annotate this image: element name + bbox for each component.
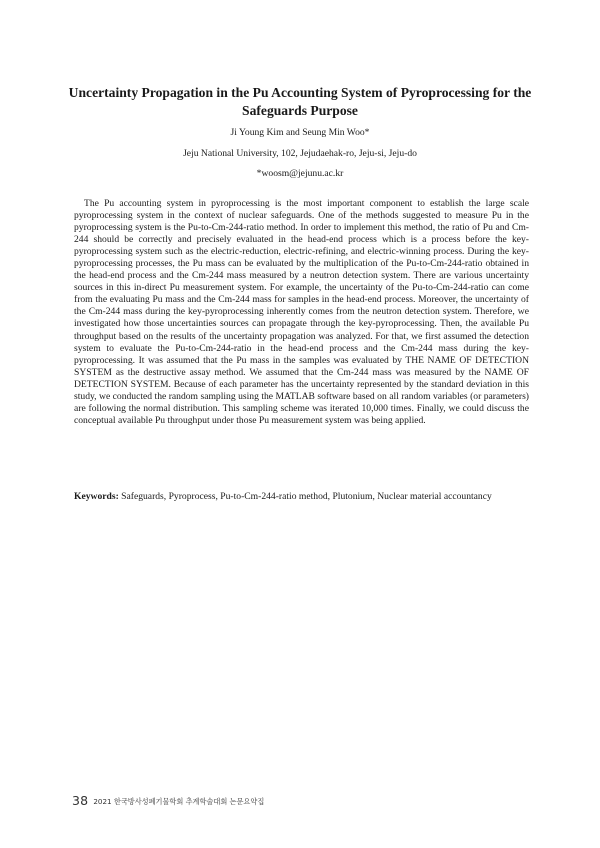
authors: Ji Young Kim and Seung Min Woo*: [230, 127, 370, 138]
abstract-body: The Pu accounting system in pyroprocessing is the most important component to establish the large scale pyroprocessing system in the context of nuclear safeguards. One of the methods suggested to measure Pu in the pyroprocessing system is the Pu-to-Cm-244-ratio method. In order to implement this method, the ratio of Pu and Cm-244 should be correctly and precisely evaluated in the head-end process which is a process before the key-pyroprocessing system such as the electric-reduction, electric-refining, and electric-winning process. During the key-pyroprocessing processes, the Pu mass can be evaluated by the multiplication of the Pu-to-Cm-244-ratio obtained in the head-end process and the Cm-244 mass measured by a neutron detection system. There are various uncertainty sources in this in-direct Pu measurement system. For example, the uncertainty of the Pu-to-Cm-244-ratio can come from the evaluating Pu mass and the Cm-244 mass for samples in the head-end process. Moreover, the uncertainty of the Cm-244 mass during the key-pyroprocessing inherently comes from the neutron detection system. Therefore, we investigated how those uncertainties sources can propagate through the key-pyroprocessing. Then, the available Pu throughput based on the results of the uncertainty propagation was analyzed. For that, we first assumed the detection system to evaluate the Pu-to-Cm-244-ratio in the head-end process and the Cm-244 mass during the key-pyroprocessing. It was assumed that the Pu mass in the samples was evaluated by THE NAME OF DETECTION SYSTEM as the destructive assay method. We assumed that the Cm-244 mass was measured by the NAME OF DETECTION SYSTEM. Because of each parameter has the uncertainty represented by the standard deviation in this study, we conducted the random sampling using the MATLAB software based on all random variables (or parameters) are following the normal distribution. This sampling scheme was iterated 10,000 times. Finally, we could discuss the conceptual available Pu throughput under those Pu measurement system was being applied.: [74, 198, 529, 426]
contact-email: *woosm@jejunu.ac.kr: [256, 168, 344, 179]
page-footer: [72, 790, 532, 806]
affiliation: Jeju National University, 102, Jejudaehak-ro, Jeju-si, Jeju-do: [183, 148, 417, 159]
paper-title: Uncertainty Propagation in the Pu Accounting System of Pyroprocessing for the Safeguards Purpose: [68, 85, 532, 118]
keywords-paragraph: [74, 491, 529, 503]
conference-name: 2021 한국방사성폐기물학회 추계학술대회 논문요약집: [93, 797, 265, 806]
keywords-label: Keywords:: [74, 491, 119, 502]
keywords-list: Safeguards, Pyroprocess, Pu-to-Cm-244-ratio method, Plutonium, Nuclear material accountancy: [121, 491, 492, 502]
page-number: 38: [72, 793, 89, 808]
